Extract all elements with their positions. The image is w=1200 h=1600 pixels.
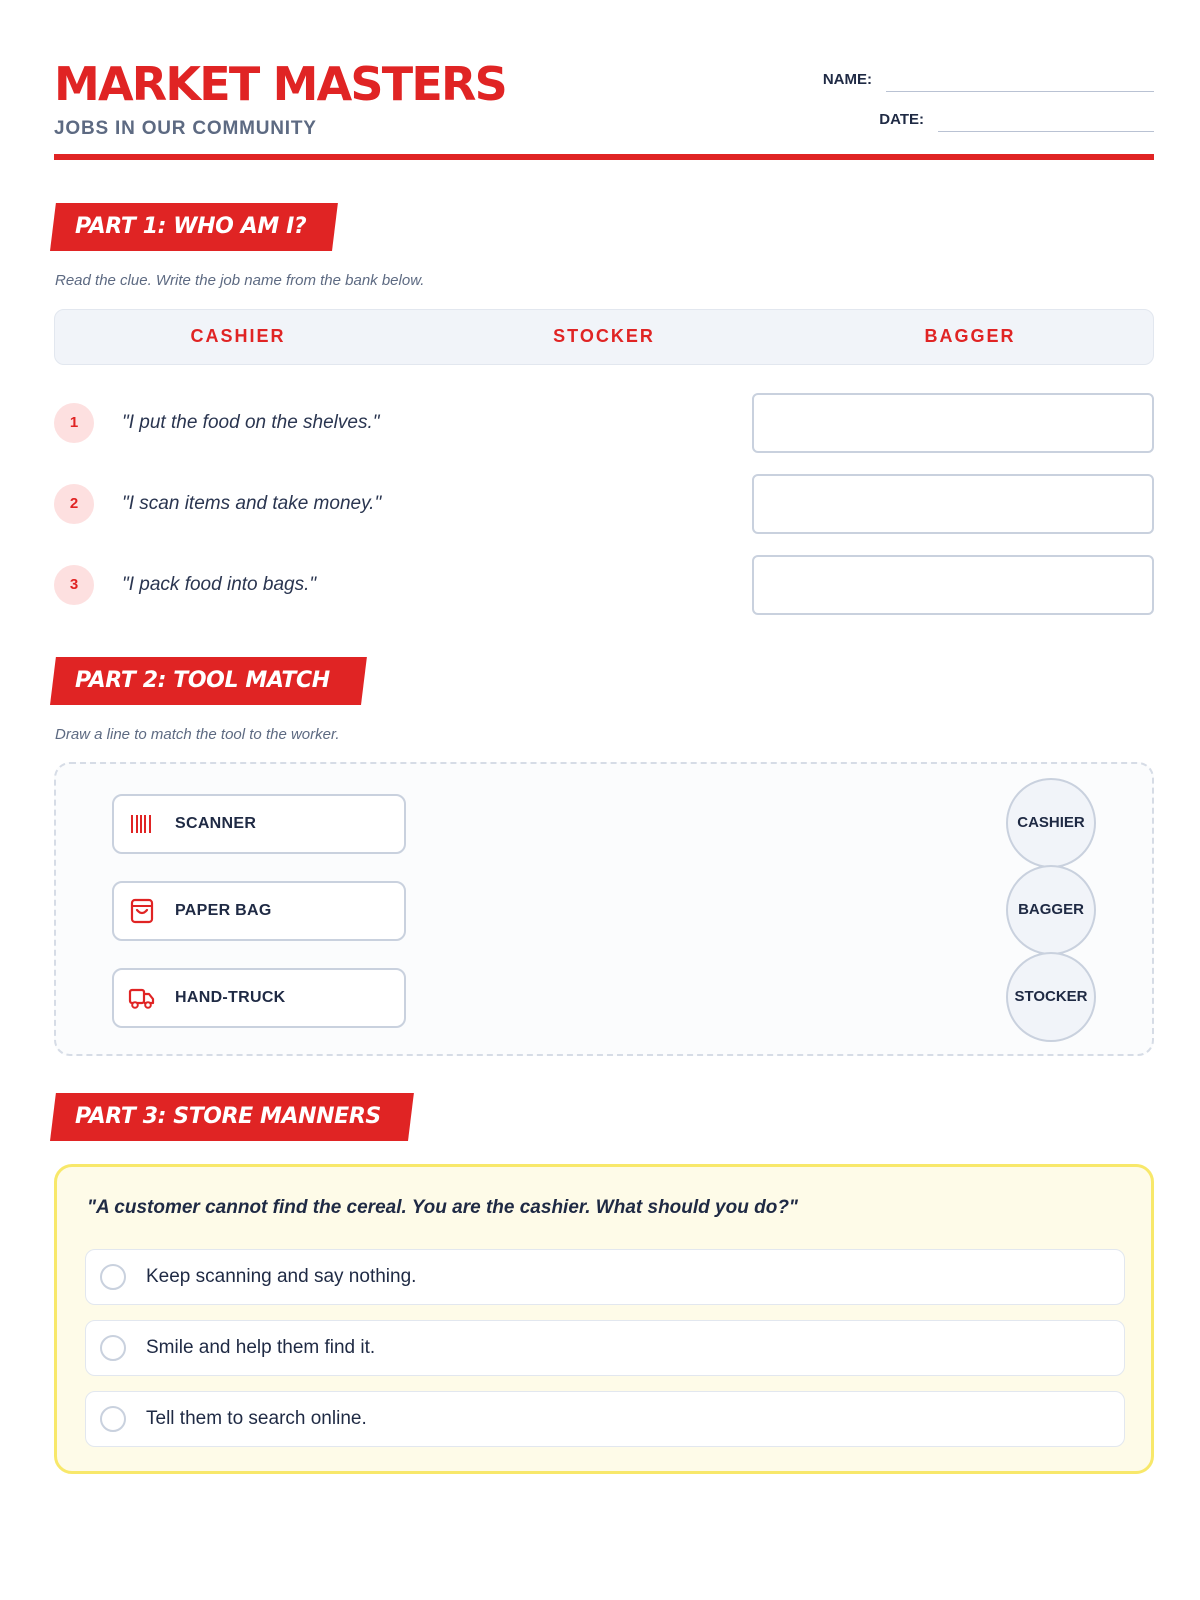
radio-button[interactable] [100, 1406, 126, 1432]
tool-label: PAPER BAG [175, 902, 272, 919]
radio-button[interactable] [100, 1264, 126, 1290]
date-label: DATE: [879, 111, 924, 128]
option-text: Tell them to search online. [146, 1408, 367, 1429]
scenario-question: "A customer cannot find the cereal. You are the cashier. What should you do?" [87, 1197, 798, 1218]
clue-text: "I put the food on the shelves." [122, 412, 380, 433]
option-text: Smile and help them find it. [146, 1337, 376, 1358]
worksheet-title: MARKET MASTERS [54, 57, 506, 111]
word-bank [54, 309, 1154, 365]
answer-option[interactable] [85, 1249, 1125, 1305]
tool-card-scanner[interactable] [112, 794, 406, 854]
part2-banner [50, 657, 367, 705]
scenario-box [54, 1164, 1154, 1474]
tool-label: SCANNER [175, 815, 257, 832]
answer-box[interactable] [752, 393, 1154, 453]
worker-circle-stocker[interactable]: STOCKER [1006, 952, 1096, 1042]
answer-box[interactable] [752, 474, 1154, 534]
answer-option[interactable] [85, 1320, 1125, 1376]
date-field [879, 104, 1154, 132]
part1-title: PART 1: WHO AM I? [74, 214, 307, 239]
clue-row [54, 555, 1154, 615]
word-bank-item: CASHIER [190, 326, 286, 346]
tool-card-paper-bag[interactable] [112, 881, 406, 941]
radio-button[interactable] [100, 1335, 126, 1361]
clue-number: 2 [54, 484, 94, 524]
tool-card-hand-truck[interactable] [112, 968, 406, 1028]
truck-icon [128, 985, 156, 1011]
part3-title: PART 3: STORE MANNERS [74, 1104, 381, 1129]
worksheet-subtitle: JOBS IN OUR COMMUNITY [54, 118, 317, 139]
option-text: Keep scanning and say nothing. [146, 1266, 417, 1287]
answer-option[interactable] [85, 1391, 1125, 1447]
clue-row [54, 393, 1154, 453]
part1-banner [50, 203, 338, 251]
clue-text: "I pack food into bags." [122, 574, 317, 595]
name-label: NAME: [822, 71, 872, 88]
shopping-bag-icon [128, 898, 156, 924]
clue-number: 1 [54, 403, 94, 443]
clue-row [54, 474, 1154, 534]
part2-title: PART 2: TOOL MATCH [74, 668, 330, 693]
part2-instructions: Draw a line to match the tool to the worker. [55, 726, 340, 743]
clue-text: "I scan items and take money." [122, 493, 382, 514]
worksheet-header [54, 56, 1154, 164]
clue-number: 3 [54, 565, 94, 605]
date-input-line[interactable] [938, 104, 1154, 132]
word-bank-item: STOCKER [553, 326, 655, 346]
answer-box[interactable] [752, 555, 1154, 615]
word-bank-item: BAGGER [924, 326, 1016, 346]
name-input-line[interactable] [886, 64, 1154, 92]
name-field [823, 64, 1154, 92]
tool-match-area [54, 762, 1154, 1056]
tool-label: HAND-TRUCK [175, 989, 286, 1006]
part3-banner [50, 1093, 414, 1141]
worker-circle-bagger[interactable]: BAGGER [1006, 865, 1096, 955]
part1-instructions: Read the clue. Write the job name from the bank below. [55, 272, 425, 289]
barcode-icon [128, 811, 156, 837]
worker-circle-cashier[interactable]: CASHIER [1006, 778, 1096, 868]
header-divider [54, 154, 1154, 160]
